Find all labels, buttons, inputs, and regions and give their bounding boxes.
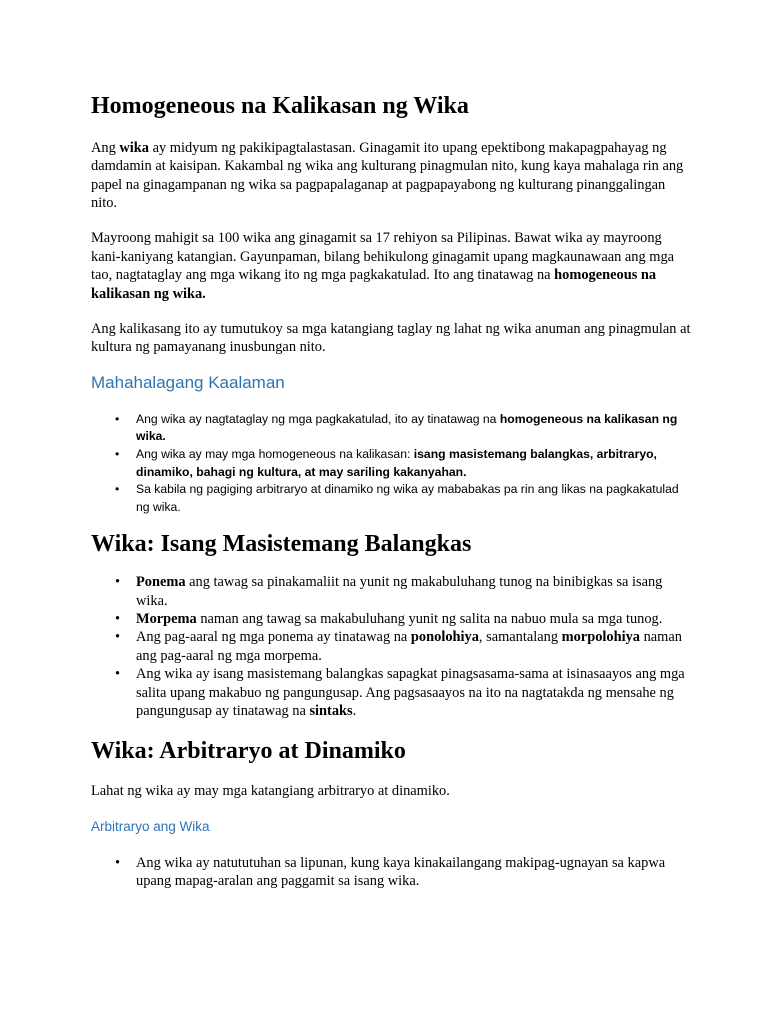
list-item <box>91 411 691 446</box>
text: . <box>352 703 357 720</box>
bold-term: homogeneous na kalikasan ng wika. <box>136 411 678 444</box>
text: ang tawag sa pinakamaliit na yunit ng makabuluhang tunog na binibigkas sa isang wika. <box>136 574 663 609</box>
list-item <box>91 446 691 481</box>
paragraph-intro <box>91 139 691 213</box>
document-content <box>91 84 691 890</box>
bold-term: ponolohiya <box>410 629 479 646</box>
bold-term: sintaks <box>309 703 353 720</box>
text: Ang wika ay may mga homogeneous na kalikasan: <box>136 447 414 462</box>
bold-term: morpolohiya <box>561 629 640 646</box>
text: Sa kabila ng pagiging arbitraryo at dinamiko ng wika ay mababakas pa rin ang likas na pagkakatulad ng wika. <box>136 482 679 514</box>
text: Mayroong mahigit sa 100 wika ang ginagamit sa 17 rehiyon sa Pilipinas. Bawat wika ay mayroong kani-kaniyang katangian. Gayunpaman, bilang behikulong ginagamit upang magkaunawaan ang mga tao, nagtataglay ang mga wikang ito ng mga pagkakatulad. Ito ang tinatawag na <box>91 230 675 284</box>
list-item <box>91 610 691 628</box>
section-title-balangkas: Wika: Isang Masistemang Balangkas <box>91 531 472 558</box>
paragraph-kalikasan: Ang kalikasang ito ay tumutukoy sa mga katangiang taglay ng lahat ng wika anuman ang pinagmulan at kultura ng pamayanang inusbungan nito. <box>91 321 691 356</box>
paragraph-arbitraryo: Lahat ng wika ay may mga katangiang arbitraryo at dinamiko. <box>91 783 450 800</box>
list-item <box>91 665 691 720</box>
text: naman ang pag-aaral ng mga morpema. <box>136 629 682 664</box>
text: Ang wika ay nagtataglay ng mga pagkakatulad, ito ay tinatawag na <box>136 411 500 426</box>
subheading-arbitraryo-ang-wika: Arbitraryo ang Wika <box>91 818 210 834</box>
text: Ang pag-aaral ng mga ponema ay tinatawag na <box>136 629 411 646</box>
section-title-homogeneous: Homogeneous na Kalikasan ng Wika <box>91 93 469 119</box>
text: Ang <box>91 139 120 156</box>
text: naman ang tawag sa makabuluhang yunit ng salita na nabuo mula sa mga tunog. <box>196 611 663 628</box>
heading-mahahalagang-kaalaman: Mahahalagang Kaalaman <box>91 372 285 392</box>
text: ay midyum ng pakikipagtalastasan. Ginagamit ito upang epektibong makapagpahayag ng damdamin at kaisipan. Kakambal ng wika ang kulturang pinagmulan nito, kung kaya mahalaga rin ang papel na ginagampanan ng wika sa pagpapalaganap at pagpapayabong ng kulturang pinanggalingan nito. <box>91 139 684 212</box>
balangkas-list <box>91 573 691 720</box>
bold-term: wika <box>119 139 149 156</box>
bold-term: isang masistemang balangkas, arbitraryo, dinamiko, bahagi ng kultura, at may sariling kakanyahan. <box>136 447 657 479</box>
list-item <box>91 481 691 516</box>
text: Ang wika ay natututuhan sa lipunan, kung kaya kinakailangang makipag-ugnayan sa kapwa upang mapag-aralan ang paggamit sa isang wika. <box>136 854 666 890</box>
bold-term: Morpema <box>136 611 197 628</box>
bold-term: homogeneous na kalikasan ng wika. <box>91 267 657 302</box>
paragraph-languages <box>91 229 691 303</box>
bold-term: Ponema <box>136 574 186 591</box>
arbitraryo-list <box>91 854 691 891</box>
list-item <box>91 854 691 891</box>
list-item <box>91 573 691 610</box>
text: , samantalang <box>478 629 562 646</box>
list-item <box>91 628 691 665</box>
section-title-arbitraryo: Wika: Arbitraryo at Dinamiko <box>91 738 406 765</box>
text: Ang wika ay isang masistemang balangkas sapagkat pinagsasama-sama at isinasaayos ang mga salita upang makabuo ng pangungusap. Ang pagsasaayos na ito na nagtatakda ng mensahe ng pangungusap ay tinatawag na <box>136 666 685 720</box>
key-points-list <box>91 411 691 517</box>
